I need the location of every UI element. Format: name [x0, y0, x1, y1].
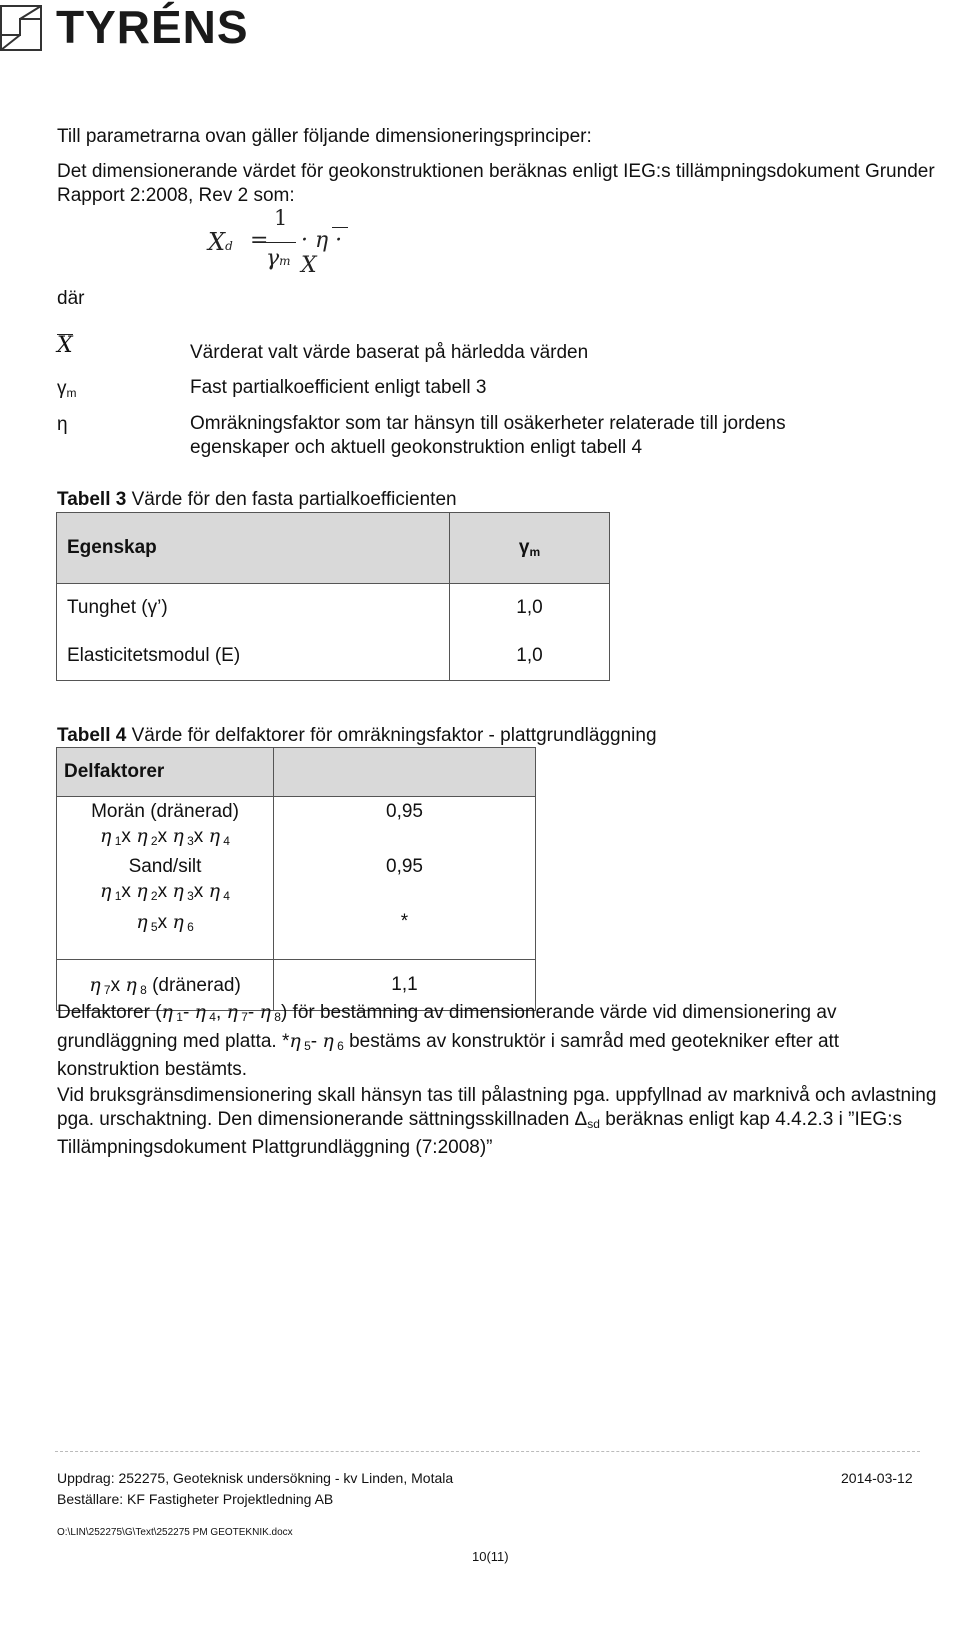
- table4-row1-label: Morän (dränerad) η $_1$x η $_2$x η $_3$x η $_4$: [57, 797, 274, 855]
- table4-header-empty: [274, 748, 536, 797]
- paragraph-delfaktorer: Delfaktorer (η $_1$- η $_4$, η $_7$- η $_8$) för bestämning av dimensionerande värde vid dimensionering av grundläggning med platta. *η $_5$- η $_6$ bestäms av konstruktör i samråd med geotekniker efter att konstruktion bestämts.: [57, 1001, 840, 1080]
- table4-caption: Tabell 4 Värde för delfaktorer för omräkningsfaktor - plattgrundläggning: [57, 725, 657, 746]
- definition-symbol-gamma-m: $\gamma_m$: [57, 378, 77, 400]
- table3-row1-value: 1,0: [450, 584, 610, 633]
- footer-client: Beställare: KF Fastigheter Projektledning AB: [57, 1491, 334, 1507]
- footer-date: 2014-03-12: [841, 1470, 913, 1486]
- formula-overline: [332, 227, 348, 228]
- intro-line-2: Det dimensionerande värdet för geokonstruktionen beräknas enligt IEG:s tillämpningsdokument Grunder Rapport 2:2008, Rev 2 som:: [57, 161, 935, 206]
- table-row: [57, 854, 536, 909]
- formula-equals: =: [250, 228, 269, 253]
- definition-symbol-eta: η: [57, 414, 68, 435]
- table-row: [57, 797, 536, 855]
- table4-row3-formula: η $_5$x η $_6$: [57, 909, 274, 960]
- table4-row2-formula: η $_1$x η $_2$x η $_3$x η $_4$: [100, 880, 230, 903]
- intro-line-1: Till parametrarna ovan gäller följande dimensioneringsprinciper:: [57, 126, 592, 147]
- logo-wordmark: TYRÉNS: [56, 1, 249, 53]
- footer-page-number: 10(11): [472, 1549, 509, 1564]
- where-label: där: [57, 288, 85, 309]
- footer-divider: [55, 1451, 920, 1452]
- definition-text-eta: Omräkningsfaktor som tar hänsyn till osäkerheter relaterade till jordens egenskaper och aktuell geokonstruktion enligt tabell 4: [190, 413, 786, 458]
- formula-denominator-sub: m: [279, 254, 291, 268]
- definition-symbol-x: X: [57, 333, 73, 358]
- table3-header-row: [57, 513, 610, 584]
- table4-row3-value: *: [274, 909, 536, 960]
- table3-row2-label: Elasticitetsmodul (E): [57, 632, 450, 681]
- table3-caption: Tabell 3 Värde för den fasta partialkoefficienten: [57, 489, 457, 510]
- definition-text-x: Värderat valt värde baserat på härledda värden: [190, 342, 589, 363]
- table4: [56, 747, 536, 1011]
- table3: [56, 512, 610, 681]
- table3-row1-label: Tunghet (γ’): [57, 584, 450, 633]
- table-row: [57, 584, 610, 633]
- table4-row1-value: 0,95: [274, 797, 536, 855]
- definition-text-gamma-m: Fast partialkoefficient enligt tabell 3: [190, 377, 487, 398]
- footer-assignment: Uppdrag: 252275, Geoteknisk undersökning - kv Linden, Motala: [57, 1470, 454, 1486]
- table3-row2-value: 1,0: [450, 632, 610, 681]
- table4-header-delfaktorer: Delfaktorer: [57, 748, 274, 797]
- tyrens-logo-icon: [0, 5, 42, 51]
- table-row: [57, 909, 536, 960]
- table4-row4-label: η $_7$x η $_8$ (dränerad): [57, 960, 274, 1011]
- formula-lhs: X: [208, 228, 226, 256]
- table4-header-row: [57, 748, 536, 797]
- table3-header-gamma-m: $\gamma_m$: [450, 513, 610, 584]
- formula-denominator: γ: [266, 246, 280, 271]
- formula-rest: · η · X: [301, 228, 343, 278]
- formula-numerator: 1: [274, 206, 288, 230]
- design-value-formula: [208, 206, 358, 280]
- table4-row2-label: Sand/silt η $_1$x η $_2$x η $_3$x η $_4$: [57, 854, 274, 909]
- table3-header-egenskap: Egenskap: [57, 513, 450, 584]
- footer-file-path: O:\LIN\252275\G\Text\252275 PM GEOTEKNIK.docx: [57, 1527, 293, 1538]
- formula-fraction-bar: [266, 242, 296, 243]
- table-row: [57, 632, 610, 681]
- formula-lhs-sub: d: [225, 239, 233, 253]
- table4-row4-value: 1,1: [274, 960, 536, 1011]
- table4-row1-formula: η $_1$x η $_2$x η $_3$x η $_4$: [100, 825, 230, 848]
- table4-row2-value: 0,95: [274, 854, 536, 909]
- paragraph-bruksgrans: Vid bruksgränsdimensionering skall hänsyn tas till pålastning pga. uppfyllnad av marknivå och avlastning pga. urschaktning. Den dimensionerande sättningsskillnaden $\Delta_{sd}$ beräknas enligt kap 4.4.2.3 i ”IEG:s Tillämpningsdokument Plattgrundläggning (7:2008)”: [57, 1085, 937, 1158]
